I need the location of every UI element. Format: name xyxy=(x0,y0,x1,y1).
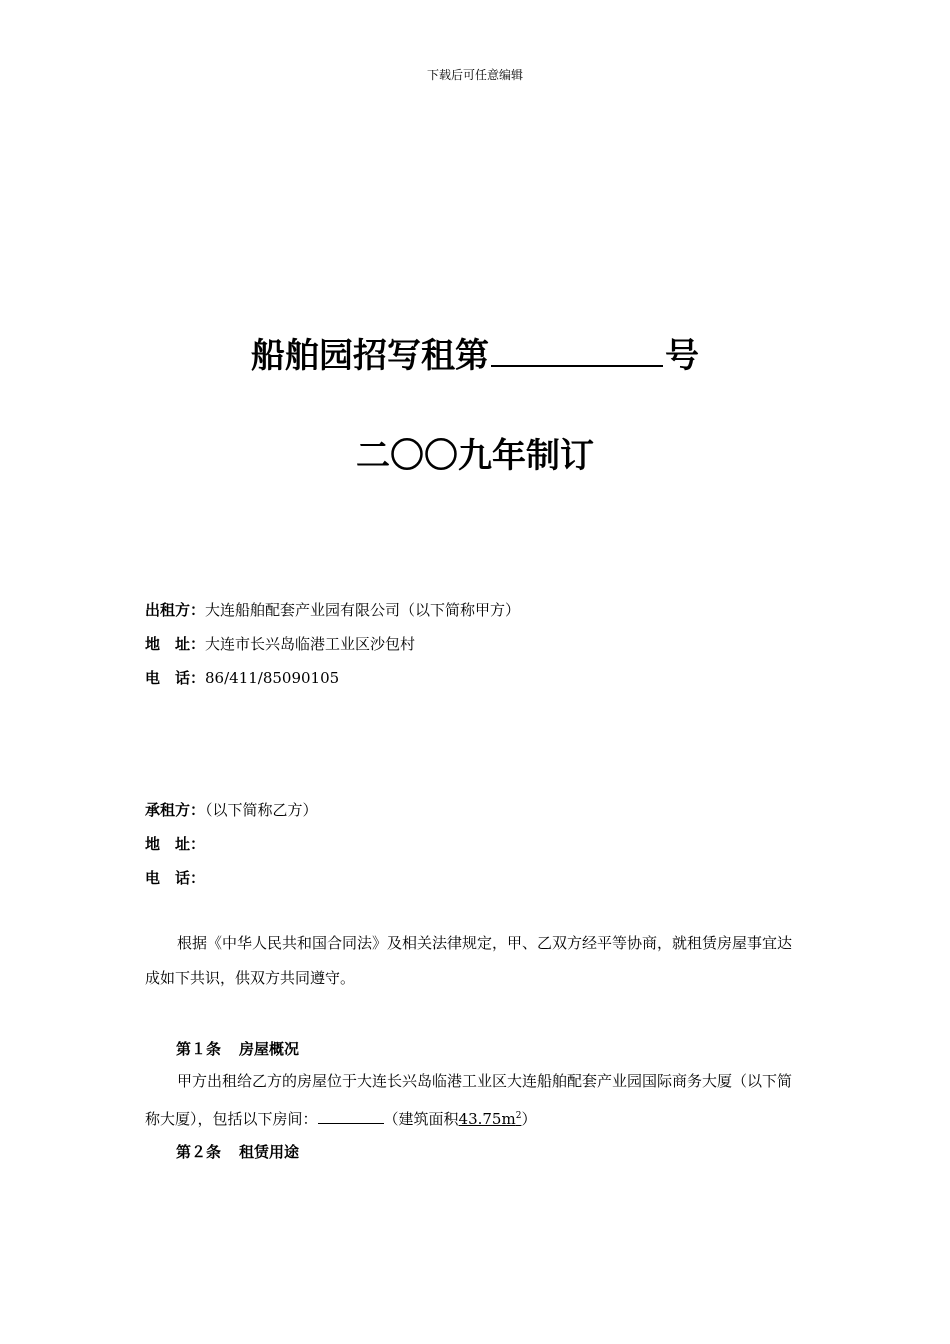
lessor-address-row xyxy=(145,633,415,654)
article-1-number: 第１条 xyxy=(176,1040,222,1058)
header-note: 下载后可任意编辑 xyxy=(426,68,523,82)
article-2-number: 第２条 xyxy=(176,1143,222,1161)
article-1-text-part3: ） xyxy=(521,1110,537,1128)
lessee-address-row xyxy=(145,833,205,854)
lessor-phone-row xyxy=(145,667,339,688)
article-2-title: 租赁用途 xyxy=(239,1143,300,1161)
article-1-text-part1: 甲方出租给乙方的房屋位于大连长兴岛临港工业区大连船舶配套产业园国际商务大厦（以下简称大厦），包括以下房间： xyxy=(145,1072,793,1128)
lessor-phone-label: 电 话： xyxy=(145,669,206,687)
title-prefix: 船舶园招写租第 xyxy=(251,336,489,376)
intro-paragraph: 根据《中华人民共和国合同法》及相关法律规定，甲、乙双方经平等协商，就租赁房屋事宜达成如下共识，供双方共同遵守。 xyxy=(145,934,793,987)
article-1-title: 房屋概况 xyxy=(239,1040,300,1058)
lessee-phone-row xyxy=(145,867,205,888)
lessor-phone-value: 86/411/85090105 xyxy=(205,669,340,687)
lessor-address-value: 大连市长兴岛临港工业区沙包村 xyxy=(205,635,416,653)
lessor-address-label: 地 址： xyxy=(145,635,206,653)
date-line: 二〇〇九年制订 xyxy=(356,436,594,476)
lessor-name-value: 大连船舶配套产业园有限公司（以下简称甲方） xyxy=(205,601,521,619)
title-number-blank xyxy=(491,335,663,367)
room-blank xyxy=(318,1109,384,1124)
article-1-heading xyxy=(176,1038,299,1059)
article-1-text-part2: （建筑面积 xyxy=(383,1110,459,1128)
lessor-name-row xyxy=(145,599,520,620)
lessee-phone-label: 电 话： xyxy=(145,869,206,887)
document-title xyxy=(0,328,950,377)
article-1-text xyxy=(145,1064,805,1137)
lessor-name-label: 出租方： xyxy=(145,601,206,619)
lessee-name-value: （以下简称乙方） xyxy=(205,801,318,819)
lessee-address-label: 地 址： xyxy=(145,835,206,853)
article-2-heading xyxy=(176,1141,299,1162)
lessee-name-row xyxy=(145,799,318,820)
title-suffix: 号 xyxy=(665,336,699,376)
lessee-name-label: 承租方： xyxy=(145,801,206,819)
area-value: $43.75m^2$ xyxy=(458,1110,522,1128)
